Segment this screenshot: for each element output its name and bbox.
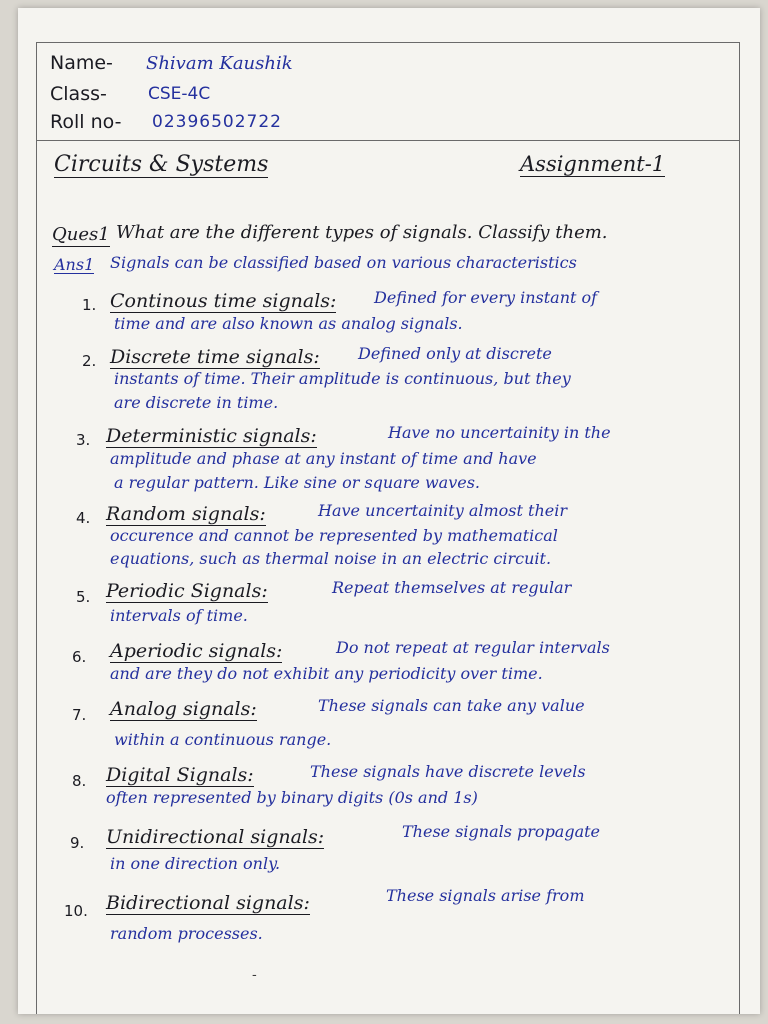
top-rule-line bbox=[36, 42, 740, 43]
item-1-line-2: time and are also known as analog signals. bbox=[114, 314, 463, 333]
item-1-term: Continous time signals: bbox=[110, 290, 337, 312]
header-divider-line bbox=[36, 140, 740, 141]
item-8-line-2: often represented by binary digits (0s and 1s) bbox=[106, 788, 478, 807]
assignment-title: Assignment-1 bbox=[520, 152, 666, 176]
item-6-term: Aperiodic signals: bbox=[110, 640, 283, 662]
answer-label: Ans1 bbox=[54, 255, 95, 274]
item-7-line-2: within a continuous range. bbox=[114, 730, 332, 749]
roll-label: Roll no- bbox=[50, 111, 122, 133]
item-5-line-2: intervals of time. bbox=[110, 606, 248, 625]
item-4-line-3: equations, such as thermal noise in an electric circuit. bbox=[110, 549, 552, 568]
item-5-term: Periodic Signals: bbox=[106, 580, 268, 602]
item-10-line-2: random processes. bbox=[110, 924, 263, 943]
item-3-number: 3. bbox=[76, 431, 91, 449]
item-7-term: Analog signals: bbox=[110, 698, 257, 720]
subject-title: Circuits & Systems bbox=[54, 152, 269, 177]
item-2-line-2: instants of time. Their amplitude is continuous, but they bbox=[114, 369, 571, 388]
question-label-text: Ques1 bbox=[52, 224, 110, 245]
item-3-line-2: amplitude and phase at any instant of time and have bbox=[110, 449, 537, 468]
item-3-term: Deterministic signals: bbox=[106, 425, 317, 447]
item-9-line-1: These signals propagate bbox=[402, 822, 601, 841]
item-5-number: 5. bbox=[76, 588, 91, 606]
item-9-term: Unidirectional signals: bbox=[106, 826, 325, 848]
class-value: CSE-4C bbox=[148, 84, 211, 104]
item-4-number: 4. bbox=[76, 509, 91, 527]
item-6-line-2: and are they do not exhibit any periodicity over time. bbox=[110, 664, 543, 683]
item-2-line-3: are discrete in time. bbox=[114, 393, 279, 412]
answer-intro: Signals can be classified based on various characteristics bbox=[110, 253, 577, 272]
item-7-line-1: These signals can take any value bbox=[318, 696, 585, 715]
name-label: Name- bbox=[50, 52, 113, 74]
name-value: Shivam Kaushik bbox=[146, 53, 293, 74]
item-3-line-3: a regular pattern. Like sine or square waves. bbox=[114, 473, 480, 492]
item-1-line-1: Defined for every instant of bbox=[374, 288, 598, 307]
question-label bbox=[52, 226, 110, 244]
item-10-term: Bidirectional signals: bbox=[106, 892, 310, 914]
question-text: What are the different types of signals. Classify them. bbox=[116, 222, 608, 243]
item-8-term: Digital Signals: bbox=[106, 764, 254, 786]
item-7-number: 7. bbox=[72, 706, 87, 724]
left-margin-line bbox=[36, 42, 37, 1014]
item-2-number: 2. bbox=[82, 352, 97, 370]
item-10-line-1: These signals arise from bbox=[386, 886, 585, 905]
item-10-number: 10. bbox=[64, 902, 88, 920]
class-label: Class- bbox=[50, 83, 107, 105]
item-8-line-1: These signals have discrete levels bbox=[310, 762, 586, 781]
item-8-number: 8. bbox=[72, 772, 87, 790]
item-9-number: 9. bbox=[70, 834, 85, 852]
item-9-line-2: in one direction only. bbox=[110, 854, 281, 873]
notebook-page bbox=[18, 8, 760, 1014]
right-margin-line bbox=[739, 42, 740, 1014]
item-4-term: Random signals: bbox=[106, 503, 266, 525]
item-4-line-2: occurence and cannot be represented by mathematical bbox=[110, 526, 558, 545]
item-6-line-1: Do not repeat at regular intervals bbox=[336, 638, 610, 657]
roll-value: 02396502722 bbox=[152, 112, 282, 132]
item-2-line-1: Defined only at discrete bbox=[358, 344, 552, 363]
item-2-term: Discrete time signals: bbox=[110, 346, 320, 368]
item-5-line-1: Repeat themselves at regular bbox=[332, 578, 572, 597]
item-3-line-1: Have no uncertainity in the bbox=[388, 423, 611, 442]
stray-pen-mark: - bbox=[252, 967, 257, 983]
item-6-number: 6. bbox=[72, 648, 87, 666]
item-1-number: 1. bbox=[82, 296, 97, 314]
item-4-line-1: Have uncertainity almost their bbox=[318, 501, 567, 520]
